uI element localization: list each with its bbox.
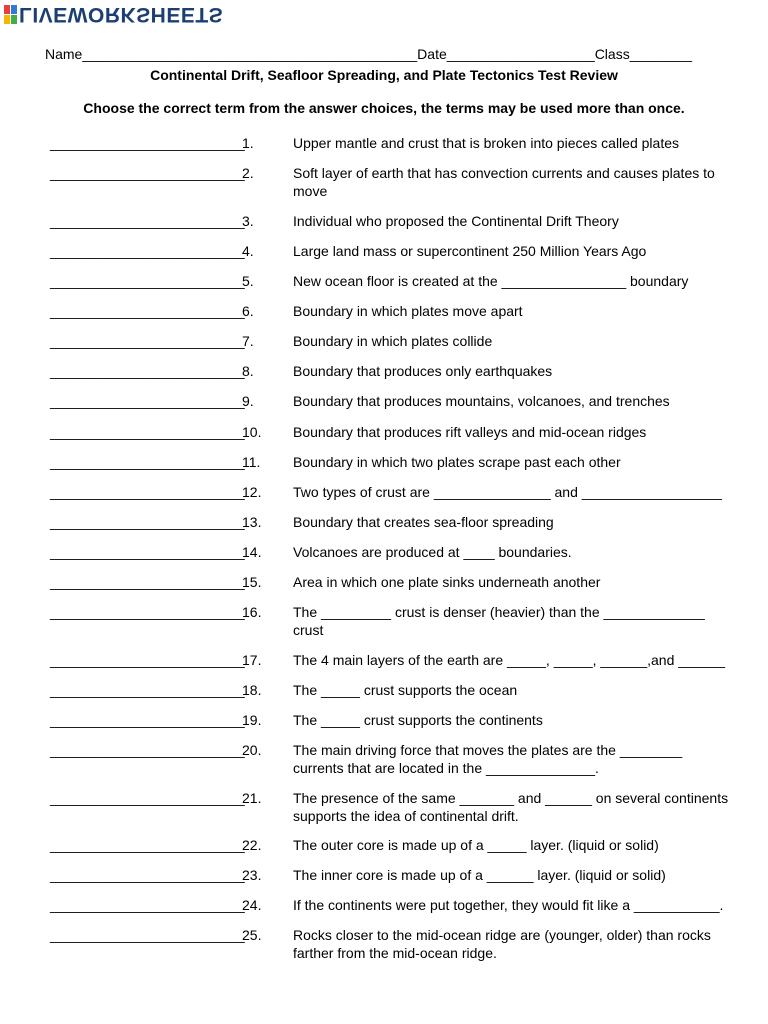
answer-blank[interactable]: _________________________ [50, 682, 245, 698]
answer-blank[interactable]: _________________________ [50, 243, 245, 259]
answer-blank[interactable]: _________________________ [50, 454, 245, 470]
answer-blank[interactable]: _________________________ [50, 273, 245, 289]
question-number: 3. [242, 213, 254, 229]
question-number: 9. [242, 393, 254, 409]
answer-blank[interactable]: _________________________ [50, 303, 245, 319]
question-text: The _____ crust supports the continents [293, 712, 543, 728]
answer-blank[interactable]: _________________________ [50, 867, 245, 883]
question-number: 20. [242, 742, 262, 758]
answer-blank[interactable]: _________________________ [50, 165, 245, 181]
question-text: Boundary in which two plates scrape past each other [293, 454, 621, 470]
question-number: 7. [242, 333, 254, 349]
question-number: 21. [242, 790, 262, 806]
logo-square-blue [11, 5, 17, 14]
liveworksheets-logo [4, 2, 223, 26]
question-text: New ocean floor is created at the ________________ boundary [293, 273, 689, 289]
question-number: 22. [242, 837, 262, 853]
question-number: 16. [242, 604, 262, 620]
logo-square-yellow [4, 15, 10, 24]
answer-blank[interactable]: _________________________ [50, 213, 245, 229]
answer-blank[interactable]: _________________________ [50, 333, 245, 349]
question-text: Soft layer of earth that has convection currents and causes plates to move [293, 165, 715, 199]
answer-blank[interactable]: _________________________ [50, 652, 245, 668]
question-text: Large land mass or supercontinent 250 Million Years Ago [293, 243, 647, 259]
question-text: Two types of crust are _______________ and __________________ [293, 484, 722, 500]
question-text: The _____ crust supports the ocean [293, 682, 518, 698]
answer-blank[interactable]: _________________________ [50, 544, 245, 560]
question-text: Boundary that creates sea-floor spreading [293, 514, 554, 530]
question-text: Individual who proposed the Continental Drift Theory [293, 213, 619, 229]
header-fields [45, 46, 692, 62]
question-text: The _________ crust is denser (heavier) than the _____________ crust [293, 604, 705, 638]
answer-blank[interactable]: _________________________ [50, 574, 245, 590]
answer-blank[interactable]: _________________________ [50, 424, 245, 440]
question-text: Boundary in which plates collide [293, 333, 493, 349]
question-number: 15. [242, 574, 262, 590]
class-blank[interactable]: ________ [629, 46, 692, 62]
question-number: 14. [242, 544, 262, 560]
question-number: 19. [242, 712, 262, 728]
question-number: 25. [242, 927, 262, 943]
date-label: Date [417, 46, 447, 62]
question-number: 2. [242, 165, 254, 181]
class-label: Class [594, 46, 630, 62]
question-number: 1. [242, 135, 254, 151]
logo-square-green [11, 15, 17, 24]
answer-blank[interactable]: _________________________ [50, 363, 245, 379]
question-number: 11. [242, 454, 261, 470]
logo-square-red [4, 5, 10, 14]
question-text: Area in which one plate sinks underneath another [293, 574, 601, 590]
question-number: 24. [242, 897, 262, 913]
question-text: Boundary that produces rift valleys and mid-ocean ridges [293, 424, 647, 440]
answer-blank[interactable]: _________________________ [50, 742, 245, 758]
question-number: 12. [242, 484, 262, 500]
worksheet-title: Continental Drift, Seafloor Spreading, and Plate Tectonics Test Review [150, 67, 618, 83]
question-text: Boundary in which plates move apart [293, 303, 523, 319]
question-number: 4. [242, 243, 254, 259]
answer-blank[interactable]: _________________________ [50, 790, 245, 806]
date-blank[interactable]: ___________________ [446, 46, 595, 62]
question-text: Upper mantle and crust that is broken into pieces called plates [293, 135, 679, 151]
question-text: Rocks closer to the mid-ocean ridge are (younger, older) than rocks farther from the mid-ocean ridge. [293, 927, 711, 961]
question-text: The presence of the same _______ and ______ on several continents supports the idea of continental drift. [293, 790, 729, 824]
logo-text: LIVEWORKSHEETS [19, 2, 224, 26]
answer-blank[interactable]: _________________________ [50, 927, 245, 943]
answer-blank[interactable]: _________________________ [50, 514, 245, 530]
answer-blank[interactable]: _________________________ [50, 712, 245, 728]
question-number: 23. [242, 867, 262, 883]
question-number: 6. [242, 303, 254, 319]
answer-blank[interactable]: _________________________ [50, 135, 245, 151]
answer-blank[interactable]: _________________________ [50, 604, 245, 620]
answer-blank[interactable]: _________________________ [50, 393, 245, 409]
answer-blank[interactable]: _________________________ [50, 484, 245, 500]
question-number: 10. [242, 424, 262, 440]
logo-mark-icon [4, 5, 17, 24]
question-text: The inner core is made up of a ______ layer. (liquid or solid) [293, 867, 666, 883]
question-number: 5. [242, 273, 254, 289]
name-label: Name [45, 46, 83, 62]
question-text: The 4 main layers of the earth are _____, _____, ______,and ______ [293, 652, 725, 668]
question-text: Boundary that produces only earthquakes [293, 363, 553, 379]
instructions: Choose the correct term from the answer choices, the terms may be used more than once. [83, 100, 685, 116]
question-text: Boundary that produces mountains, volcanoes, and trenches [293, 393, 670, 409]
question-number: 18. [242, 682, 262, 698]
question-number: 17. [242, 652, 262, 668]
question-text: Volcanoes are produced at ____ boundaries. [293, 544, 572, 560]
question-text: The outer core is made up of a _____ layer. (liquid or solid) [293, 837, 659, 853]
answer-blank[interactable]: _________________________ [50, 897, 245, 913]
question-text: The main driving force that moves the plates are the ________ currents that are located in the ______________. [293, 742, 683, 776]
question-number: 8. [242, 363, 254, 379]
question-text: If the continents were put together, they would fit like a ___________. [293, 897, 724, 913]
answer-blank[interactable]: _________________________ [50, 837, 245, 853]
name-blank[interactable]: ___________________________________________ [82, 46, 418, 62]
question-number: 13. [242, 514, 262, 530]
